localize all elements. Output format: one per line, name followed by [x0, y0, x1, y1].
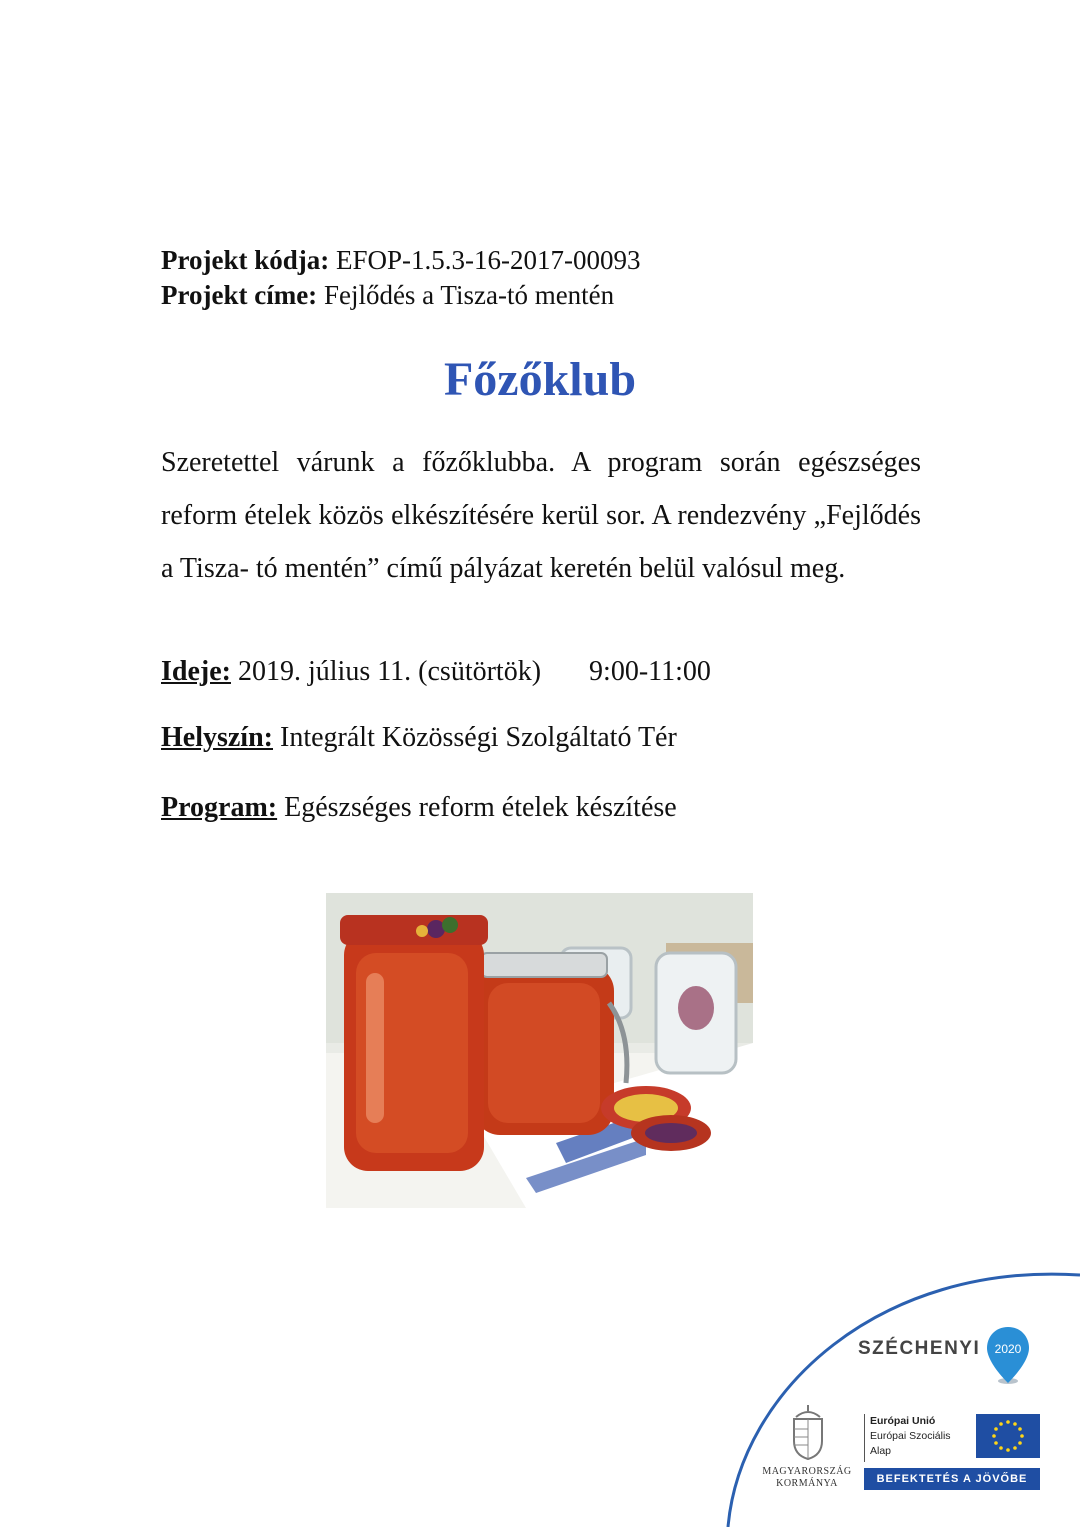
event-program-value: Egészséges reform ételek készítése: [284, 792, 677, 823]
event-program-label: Program:: [161, 792, 278, 823]
szechenyi-logo-text: SZÉCHENYI: [858, 1338, 981, 1359]
project-code-value: EFOP-1.5.3-16-2017-00093: [336, 245, 641, 275]
gov-line-2: KORMÁNYA: [776, 1478, 838, 1489]
event-hours-value: 9:00-11:00: [589, 656, 711, 687]
project-title-value: Fejlődés a Tisza-tó mentén: [323, 280, 615, 310]
szechenyi-year: 2020: [994, 1342, 1022, 1356]
event-place-value: Integrált Közösségi Szolgáltató Tér: [280, 722, 677, 753]
eu-logo-text: [870, 1414, 951, 1459]
project-title-label: Projekt címe:: [161, 280, 318, 310]
eu-line-1: Európai Unió: [870, 1415, 936, 1427]
eu-divider: [864, 1414, 865, 1462]
event-place-label: Helyszín:: [161, 722, 273, 753]
government-logo-text: [752, 1466, 862, 1490]
hungarian-crest-icon: [786, 1405, 830, 1461]
invest-banner: BEFEKTETÉS A JÖVŐBE: [864, 1468, 1040, 1490]
eu-line-2: Európai Szociális: [870, 1430, 951, 1442]
event-date-value: 2019. július 11. (csütörtök): [237, 656, 542, 687]
gov-line-1: MAGYARORSZÁG: [762, 1466, 852, 1477]
project-code-label: Projekt kódja:: [161, 245, 330, 275]
intro-paragraph: Szeretettel várunk a főzőklubba. A program során egészséges reform ételek közös elkészítésére kerül sor. A rendezvény „Fejlődés a Tisza- tó mentén” című pályázat keretén belül valósul meg.: [161, 447, 921, 584]
eu-line-3: Alap: [870, 1445, 892, 1457]
event-time-label: Ideje:: [161, 656, 231, 687]
szechenyi-pin-icon: [985, 1325, 1031, 1387]
eu-flag-icon: [976, 1414, 1040, 1458]
page-title: Főzőklub: [443, 353, 637, 406]
